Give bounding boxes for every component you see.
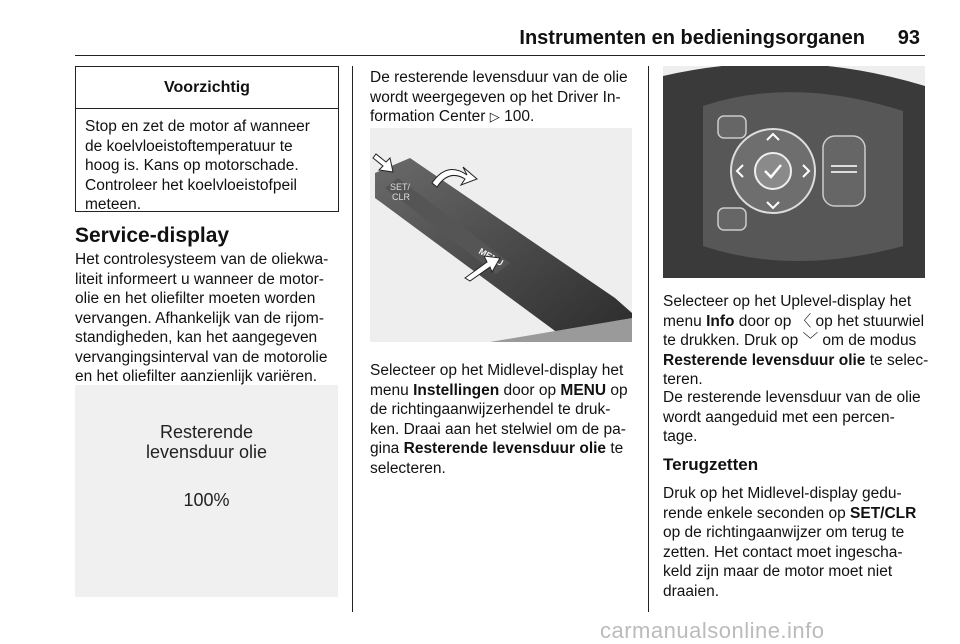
text-line: De resterende levensduur van de olie	[663, 389, 921, 406]
text-line: wordt weergegeven op het Driver In-	[370, 88, 621, 106]
uplevel-paragraph	[663, 292, 948, 390]
header-title: Instrumenten en bedieningsorganen	[519, 27, 865, 49]
service-paragraph	[75, 250, 345, 387]
lower-left-button	[718, 208, 746, 230]
text-line: formation Center ▷ 100.	[370, 108, 535, 125]
caution-text	[76, 109, 338, 223]
oil-life-display-illustration	[75, 385, 338, 597]
text-line: Resterende levensduur olie te selec-	[663, 351, 929, 369]
reset-paragraph	[663, 484, 948, 601]
rotate-arrow-icon	[432, 167, 477, 187]
column-divider-1	[352, 66, 353, 612]
text-line: selecteren.	[370, 459, 446, 477]
text-line: De resterende levensduur van de olie	[370, 69, 628, 86]
steering-wheel-controls-illustration	[663, 66, 925, 278]
chevron-left-icon: 〈	[795, 312, 812, 330]
text-line: tage.	[663, 428, 698, 445]
page-number: 93	[897, 27, 920, 49]
chevron-down-icon: ﹀	[802, 332, 819, 349]
display-percentage: 100%	[183, 490, 230, 510]
text-line: vervangingsinterval van de motorolie	[75, 348, 328, 366]
percentage-paragraph	[663, 388, 948, 447]
set-label: SET/	[390, 182, 411, 192]
text-line: de richtingaanwijzerhendel te druk-	[370, 401, 611, 418]
display-line-2: levensduur olie	[145, 442, 268, 462]
section-heading-service: Service-display	[75, 224, 230, 247]
text-line: menu Info door op 〈 op het stuurwiel	[663, 312, 925, 330]
text-line: Selecteer op het Uplevel-display het	[663, 293, 912, 310]
text-line: te drukken. Druk op ﹀ om de modus	[663, 332, 917, 349]
caution-line: hoog is. Kans op motorschade.	[85, 157, 299, 174]
header-divider	[75, 55, 925, 56]
clr-label: CLR	[392, 192, 411, 202]
text-line: gina Resterende levensduur olie te	[370, 440, 624, 457]
text-line: wordt aangeduid met een percen-	[663, 408, 895, 426]
page-reference-icon: ▷	[489, 109, 500, 124]
caution-box	[75, 66, 339, 212]
caution-line: meteen.	[85, 196, 142, 213]
caution-line: Stop en zet de motor af wanneer	[85, 118, 310, 135]
text-line: rende enkele seconden op SET/CLR	[663, 504, 917, 522]
section-heading-reset: Terugzetten	[663, 455, 759, 474]
text-line: olie en het oliefilter moeten worden	[75, 290, 316, 307]
text-line: standigheden, kan het aangegeven	[75, 329, 318, 346]
watermark: carmanualsonline.info	[600, 618, 825, 643]
column-divider-2	[648, 66, 649, 612]
midlevel-paragraph	[370, 361, 645, 478]
upper-left-button	[718, 116, 746, 138]
text-line: en het oliefilter aanzienlijk variëren.	[75, 368, 318, 385]
text-line: Druk op het Midlevel-display gedu-	[663, 485, 902, 502]
page-header	[0, 0, 960, 56]
text-line: ken. Draai aan het stelwiel om de pa-	[370, 420, 626, 438]
ok-button	[755, 153, 791, 189]
text-line: keld zijn maar de motor moet niet	[663, 563, 893, 580]
turn-signal-lever-drawing	[370, 128, 632, 342]
steering-wheel-drawing	[663, 66, 925, 278]
text-line: zetten. Het contact moet ingescha-	[663, 543, 903, 561]
intro-paragraph	[370, 68, 640, 127]
text-line: op de richtingaanwijzer om terug te	[663, 524, 905, 541]
caution-title: Voorzichtig	[76, 67, 338, 109]
display-line-1: Resterende	[159, 422, 254, 442]
text-line: Selecteer op het Midlevel-display het	[370, 362, 624, 379]
caution-line: Controleer het koelvloeistofpeil	[85, 176, 297, 194]
text-line: draaien.	[663, 582, 720, 600]
text-line: vervangen. Afhankelijk van de rijom-	[75, 309, 324, 327]
text-line: menu Instellingen door op MENU op	[370, 381, 628, 399]
lever-body	[375, 158, 632, 342]
set-arrow-icon	[373, 154, 393, 172]
text-line: Het controlesysteem van de oliekwa-	[75, 251, 329, 268]
text-line: teren.	[663, 371, 703, 388]
turn-signal-lever-illustration	[370, 128, 632, 342]
text-line: liteit informeert u wanneer de motor-	[75, 270, 324, 288]
caution-line: de koelvloeistoftemperatuur te	[85, 137, 293, 155]
